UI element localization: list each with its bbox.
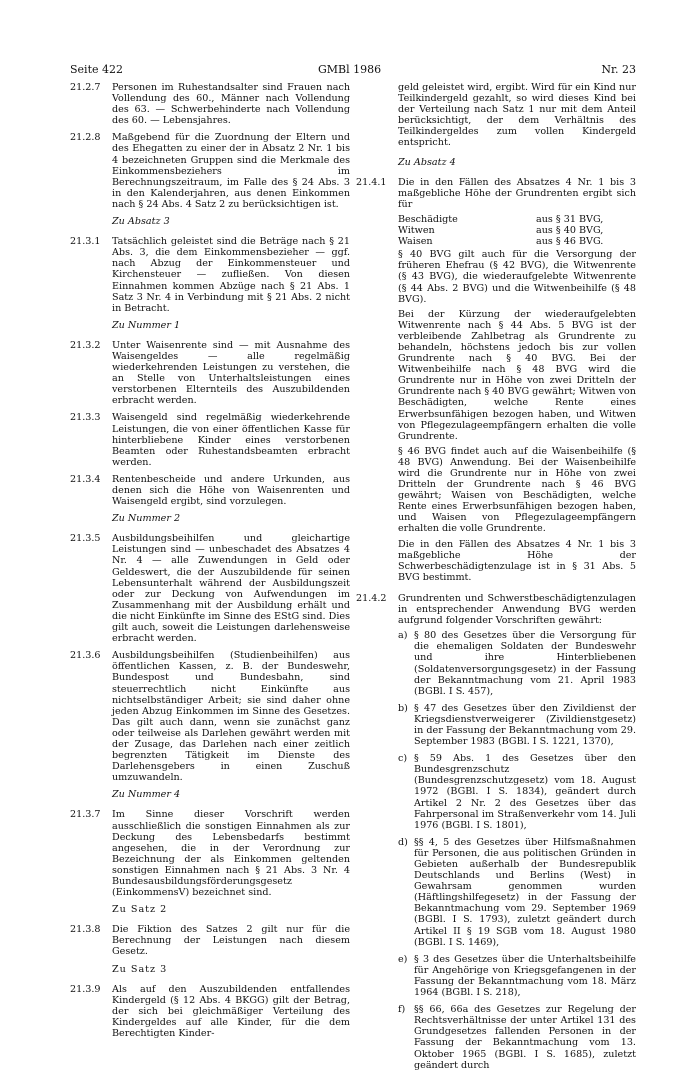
entry-text: Die Fiktion des Satzes 2 gilt nur für die Berechnung der Leistungen nach diesem Gesetz. <box>112 924 350 958</box>
entry <box>70 132 350 210</box>
entry-text: Ausbildungsbeihilfen und gleichartige Leistungen sind — unbeschadet des Absatzes 4 Nr. 4 — alle Zuwendungen in Geld oder Geldeswert, die der Auszubildende für seinen Lebensunterhalt während der Ausbildungszeit oder zur Deckung von Aufwendungen im Zusammenhang mit der Ausbildung erhält und die nicht Einkünfte im Sinne des EStG sind. Dies gilt auch, soweit die Leistungen darlehensweise erbracht werden. <box>112 533 350 645</box>
paragraph: § 46 BVG findet auch auf die Waisenbeihilfe (§ 48 BVG) Anwendung. Bei der Waisenbeihilfe wird die Grundrente nur in Höhe von zwei Dritteln der Grundrente nach § 46 BVG gewährt; Waisen von Beschädigten, welche Rente eines Erwerbsunfähigen bezogen haben, und Waisen von Pflegezulageempfängern erhalten die volle Grundrente. <box>398 445 636 535</box>
entry-number: 21.2.8 <box>70 132 101 144</box>
section-heading: Zu Nummer 1 <box>112 319 181 331</box>
entry-number: 21.3.7 <box>70 809 101 821</box>
entry-number: 21.3.5 <box>70 533 101 545</box>
list-item <box>398 753 636 831</box>
entry-number: 21.3.2 <box>70 339 101 351</box>
section-heading: Zu Absatz 3 <box>112 216 170 228</box>
rate-row <box>398 214 636 225</box>
left-column <box>70 82 350 1045</box>
rate-label: Waisen <box>398 236 433 248</box>
list-label: a) <box>398 630 408 642</box>
entry-body <box>398 593 636 1077</box>
section-heading: Zu Absatz 4 <box>398 156 456 168</box>
list-label: f) <box>398 1004 406 1016</box>
list-item <box>398 703 636 747</box>
entry-text: Tatsächlich geleistet sind die Beträge nach § 21 Abs. 3, die dem Einkommensbezieher — ggf. nach Abzug der Einkommensteuer und Kirchensteuer — zufließen. Von diesen Einnahmen kommen Abzüge nach § 21 Abs. 1 Satz 3 Nr. 4 in Verbindung mit § 21 Abs. 2 nicht in Betracht. <box>112 236 350 314</box>
rate-label: Witwen <box>398 225 435 237</box>
rate-row <box>398 236 636 247</box>
list-text: § 3 des Gesetzes über die Unterhaltsbeihilfe für Angehörige von Kriegsgefangenen in der Fassung der Bekanntmachung vom 18. März 1964 (BGBl. I S. 218), <box>414 953 636 999</box>
rate-label: Beschädigte <box>398 213 458 225</box>
section-heading: Zu Satz 3 <box>112 963 168 975</box>
list-label: c) <box>398 753 408 765</box>
entry-number: 21.3.9 <box>70 983 101 995</box>
list-text: § 47 des Gesetzes über den Zivildienst der Kriegsdienstverweigerer (Zivildienstgesetz) in der Fassung der Bekanntmachung vom 29. September 1983 (BGBl. I S. 1221, 1370), <box>414 702 636 748</box>
rate-value: aus § 31 BVG, <box>536 213 604 225</box>
list-item <box>398 630 636 697</box>
entry-number: 21.3.6 <box>70 650 101 662</box>
list-text: § 80 des Gesetzes über die Versorgung für die ehemaligen Soldaten der Bundeswehr und ihre Hinterbliebenen (Soldatenversorgungsgesetz) in der Fassung der Bekanntmachung vom 21. April 1983 (BGBl. I S. 457), <box>414 630 636 697</box>
list-item <box>398 1004 636 1071</box>
entry <box>70 924 350 957</box>
journal-title: GMBl 1986 <box>318 63 382 76</box>
entry <box>70 412 350 467</box>
continued-text: geld geleistet wird, ergibt. Wird für ein Kind nur Teilkindergeld gezahlt, so wird dieses Kind bei der Verteilung nach Satz 1 nur mit dem Anteil berücksichtigt, der dem Verhältnis des Teilkindergeldes zum vollen Kindergeld entspricht. <box>398 82 636 149</box>
entry-number: 21.4.2 <box>356 592 387 604</box>
entry-body <box>398 177 636 587</box>
entry-text: Unter Waisenrente sind — mit Ausnahme des Waisengeldes — alle regelmäßig wiederkehrenden Leistungen zu verstehen, die an Stelle von Unterhaltsleistungen eines verstorbenen Elternteils des Auszubildenden erbracht werden. <box>112 339 350 407</box>
section-heading: Zu Satz 2 <box>112 904 168 916</box>
entry <box>356 177 636 587</box>
entry-text: Rentenbescheide und andere Urkunden, aus denen sich die Höhe von Waisenrenten und Waisengeld ergibt, sind vorzulegen. <box>112 473 350 508</box>
list-text: § 59 Abs. 1 des Gesetzes über den Bundesgrenzschutz (Bundesgrenzschutzgesetz) vom 18. August 1972 (BGBl. I S. 1834), geändert durch Artikel 2 Nr. 2 des Gesetzes über das Fahrpersonal im Straßenverkehr vom 14. Juli 1976 (BGBl. I S. 1801), <box>414 753 636 831</box>
paragraph: Die in den Fällen des Absatzes 4 Nr. 1 bis 3 maßgebliche Höhe der Schwerbeschädigtenzulage ist in § 31 Abs. 5 BVG bestimmt. <box>398 538 636 583</box>
entry-number: 21.3.1 <box>70 236 101 248</box>
entry-text: Maßgebend für die Zuordnung der Eltern und des Ehegatten zu einer der in Absatz 2 Nr. 1 bis 4 bezeichneten Gruppen sind die Merkmale des Einkommensbeziehers im Berechnungszeitraum, im Falle des § 24 Abs. 3 in den Kalenderjahren, aus denen Einkommen nach § 24 Abs. 4 Satz 2 zu berücksichtigen ist. <box>112 132 350 210</box>
rate-value: aus § 40 BVG, <box>536 225 604 237</box>
entry-text: Als auf den Auszubildenden entfallendes Kindergeld (§ 12 Abs. 4 BKGG) gilt der Betrag, der sich bei gleichmäßiger Verteilung des Kindergeldes auf alle Kinder, für die dem Berechtigten Kinder- <box>112 983 350 1040</box>
page-number: Seite 422 <box>70 63 123 76</box>
entry-number: 21.3.8 <box>70 924 101 936</box>
section-heading: Zu Nummer 2 <box>112 513 181 525</box>
list-label: b) <box>398 702 408 714</box>
entry <box>70 340 350 407</box>
rate-row <box>398 225 636 236</box>
list-label: e) <box>398 953 408 965</box>
entry-number: 21.3.3 <box>70 412 101 424</box>
issue-number: Nr. 23 <box>601 63 636 76</box>
list-item <box>398 954 636 998</box>
entry <box>70 82 350 126</box>
entry <box>70 650 350 783</box>
list-label: d) <box>398 836 408 848</box>
paragraph: Die in den Fällen des Absatzes 4 Nr. 1 bis 3 maßgebliche Höhe der Grundrenten ergibt sich für <box>398 176 636 210</box>
entry-text: Ausbildungsbeihilfen (Studienbeihilfen) aus öffentlichen Kassen, z. B. der Bundeswehr, Bundespost und Bundesbahn, sind steuerrechtlich nicht Einkünfte aus nichtselbständiger Arbeit; sie sind daher ohne jeden Abzug Einkommen im Sinne des Gesetzes. Das gilt auch dann, wenn sie zunächst ganz oder teilweise als Darlehen gewährt werden mit der Zusage, das Darlehen nach einer zeitlich begrenzten Tätigkeit im Dienste des Darlehensgebers in einen Zuschuß umzuwandeln. <box>112 650 350 784</box>
entry <box>70 809 350 898</box>
list-text: §§ 66, 66a des Gesetzes zur Regelung der Rechtsverhältnisse der unter Artikel 131 des Grundgesetzes fallenden Personen in der Fassung der Bekanntmachung vom 13. Oktober 1965 (BGBl. I S. 1685), zuletzt geändert durch <box>414 1004 636 1071</box>
section-heading: Zu Nummer 4 <box>112 789 181 801</box>
paragraph: § 40 BVG gilt auch für die Versorgung der früheren Ehefrau (§ 42 BVG), die Witwenrente (§ 43 BVG), die wiederaufgelebte Witwenrente (§ 44 Abs. 2 BVG) und die Witwenbeihilfe (§ 48 BVG). <box>398 249 636 305</box>
entry <box>70 984 350 1039</box>
entry-text: Waisengeld sind regelmäßig wiederkehrende Leistungen, die von einer öffentlichen Kasse für hinterbliebene Kinder eines verstorbenen Beamten oder Ruhestandsbeamten erbracht werden. <box>112 412 350 468</box>
entry <box>70 474 350 507</box>
entry-number: 21.4.1 <box>356 176 387 188</box>
rate-value: aus § 46 BVG. <box>536 236 604 248</box>
entry <box>70 533 350 644</box>
paragraph: Bei der Kürzung der wiederaufgelebten Witwenrente nach § 44 Abs. 5 BVG ist der verbleibende Zahlbetrag als Grundrente zu behandeln, höchstens jedoch bis zur vollen Grundrente nach § 40 BVG. Bei der Witwenbeihilfe nach § 48 BVG wird die Grundrente nur in Höhe von zwei Dritteln der Grundrente nach § 40 BVG gewährt; Witwen von Beschädigten, welche Rente eines Erwerbsunfähigen bezogen haben, und Witwen von Pflegezulageempfängern erhalten die volle Grundrente. <box>398 308 636 442</box>
paragraph: Grundrenten und Schwerstbeschädigtenzulagen in entsprechender Anwendung BVG werden aufgrund folgender Vorschriften gewährt: <box>398 592 636 627</box>
entry-text: Im Sinne dieser Vorschrift werden ausschließlich die sonstigen Einnahmen als zur Deckung des Lebensbedarfs bestimmt angesehen, die in der Verordnung zur Bezeichnung der als Einkommen geltenden sonstigen Einnahmen nach § 21 Abs. 3 Nr. 4 Bundesausbildungsförderungsgesetz (EinkommensV) bezeichnet sind. <box>112 809 350 899</box>
entry <box>356 593 636 1077</box>
list-item <box>398 837 636 948</box>
list-text: §§ 4, 5 des Gesetzes über Hilfsmaßnahmen für Personen, die aus politischen Gründen in Gebieten außerhalb der Bundesrepublik Deutschlands und Berlins (West) in Gewahrsam genommen wurden (Häftlingshilfegesetz) in der Fassung der Bekanntmachung vom 29. September 1969 (BGBl. I S. 1793), zuletzt geändert durch Artikel II § 19 SGB vom 18. August 1980 (BGBl. I S. 1469), <box>414 836 636 948</box>
right-column <box>356 82 636 1083</box>
entry-number: 21.3.4 <box>70 473 101 485</box>
entry-text: Personen im Ruhestandsalter sind Frauen nach Vollendung des 60., Männer nach Vollendung des 63. — Schwerbehinderte nach Vollendung des 60. — Lebensjahres. <box>112 82 350 127</box>
entry-number: 21.2.7 <box>70 82 101 93</box>
entry <box>70 236 350 314</box>
